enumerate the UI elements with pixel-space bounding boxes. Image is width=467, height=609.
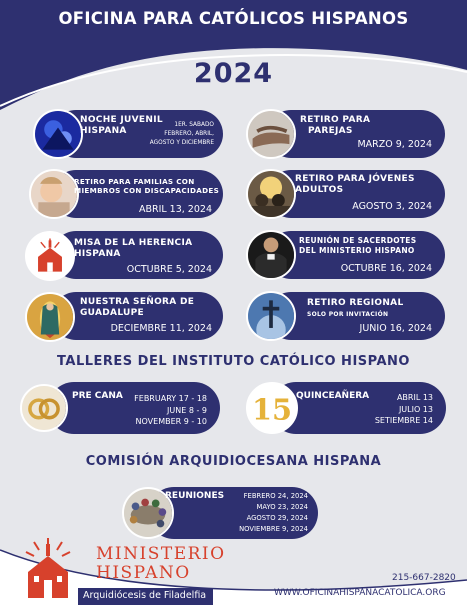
section-talleres-title: TALLERES DEL INSTITUTO CATÓLICO HISPANO <box>57 354 410 369</box>
event-subtitle-retiro-regional: SOLO POR INVITACIÓN <box>307 311 389 318</box>
event-date-misa-herencia: OCTUBRE 5, 2024 <box>126 264 212 275</box>
event-date-reunion-sacerdotes: OCTUBRE 16, 2024 <box>340 263 432 274</box>
contact-website[interactable]: WWW.OFICINAHISPANACATOLICA.ORG <box>274 588 446 598</box>
young-adults-icon <box>246 169 296 219</box>
page-title: OFICINA PARA CATÓLICOS HISPANOS <box>58 9 409 28</box>
priest-icon <box>246 230 296 280</box>
workshop-dates-pre-cana: FEBRUARY 17 - 18 JUNE 8 - 9 NOVEMBER 9 - 10 <box>134 394 207 426</box>
event-title-retiro-regional: RETIRO REGIONAL <box>307 298 404 308</box>
event-date-retiro-familias: ABRIL 13, 2024 <box>138 204 212 215</box>
ministerio-logo-icon <box>20 536 76 602</box>
wedding-rings-icon <box>20 384 68 432</box>
workshop-title-pre-cana: PRE CANA <box>72 391 123 401</box>
event-title-reunion-sacerdotes: REUNIÓN DE SACERDOTES DEL MINISTERIO HISPANO <box>299 236 417 255</box>
workshop-dates-quinceanera: ABRIL 13 JULIO 13 SETIEMBRE 14 <box>374 393 433 425</box>
event-title-retiro-familias: RETIRO PARA FAMILIAS CON MIEMBROS CON DISCAPACIDADES <box>74 177 220 195</box>
event-title-noche-juvenil: NOCHE JUVENIL HISPANA <box>80 115 163 136</box>
workshop-title-quinceanera: QUINCEAÑERA <box>296 391 370 401</box>
logo-line1: MINISTERIO <box>96 544 226 564</box>
number-15-icon <box>246 382 298 434</box>
event-date-retiro-regional: JUNIO 16, 2024 <box>359 323 432 334</box>
event-date-retiro-parejas: MARZO 9, 2024 <box>357 139 432 150</box>
event-title-misa-herencia: MISA DE LA HERENCIA HISPANA <box>74 238 193 259</box>
guadalupe-icon <box>25 292 75 342</box>
church-logo-icon <box>25 231 75 281</box>
logo-line2: HISPANO <box>96 563 191 583</box>
event-title-guadalupe: NUESTRA SEÑORA DE GUADALUPE <box>80 297 195 318</box>
meeting-dates-reuniones: FEBRERO 24, 2024 MAYO 23, 2024 AGOSTO 29, 2024 NOVIEMBRE 9, 2024 <box>239 492 308 533</box>
event-date-retiro-jovenes: AGOSTO 3, 2024 <box>352 201 432 212</box>
logo-subtitle: Arquidiócesis de Filadelfia <box>78 588 213 605</box>
event-title-retiro-jovenes: RETIRO PARA JÓVENES ADULTOS <box>295 174 415 195</box>
section-comision-title: COMISIÓN ARQUIDIOCESANA HISPANA <box>85 454 382 469</box>
youth-night-icon <box>33 109 83 159</box>
event-note-noche-juvenil: 1ER. SABADO FEBRERO, ABRIL, AGOSTO Y DICIEMBRE <box>149 122 214 146</box>
cross-sky-icon <box>246 291 296 341</box>
contact-phone: 215-667-2820 <box>392 573 456 583</box>
event-date-guadalupe: DECIEMBRE 11, 2024 <box>110 323 212 334</box>
year-heading: 2024 <box>193 58 274 89</box>
event-title-retiro-parejas: RETIRO PARA PAREJAS <box>300 115 371 136</box>
couple-hands-icon <box>246 109 296 159</box>
meeting-title-reuniones: REUNIONES <box>165 491 225 501</box>
svg-text:15: 15 <box>251 392 293 427</box>
family-child-icon <box>29 169 79 219</box>
